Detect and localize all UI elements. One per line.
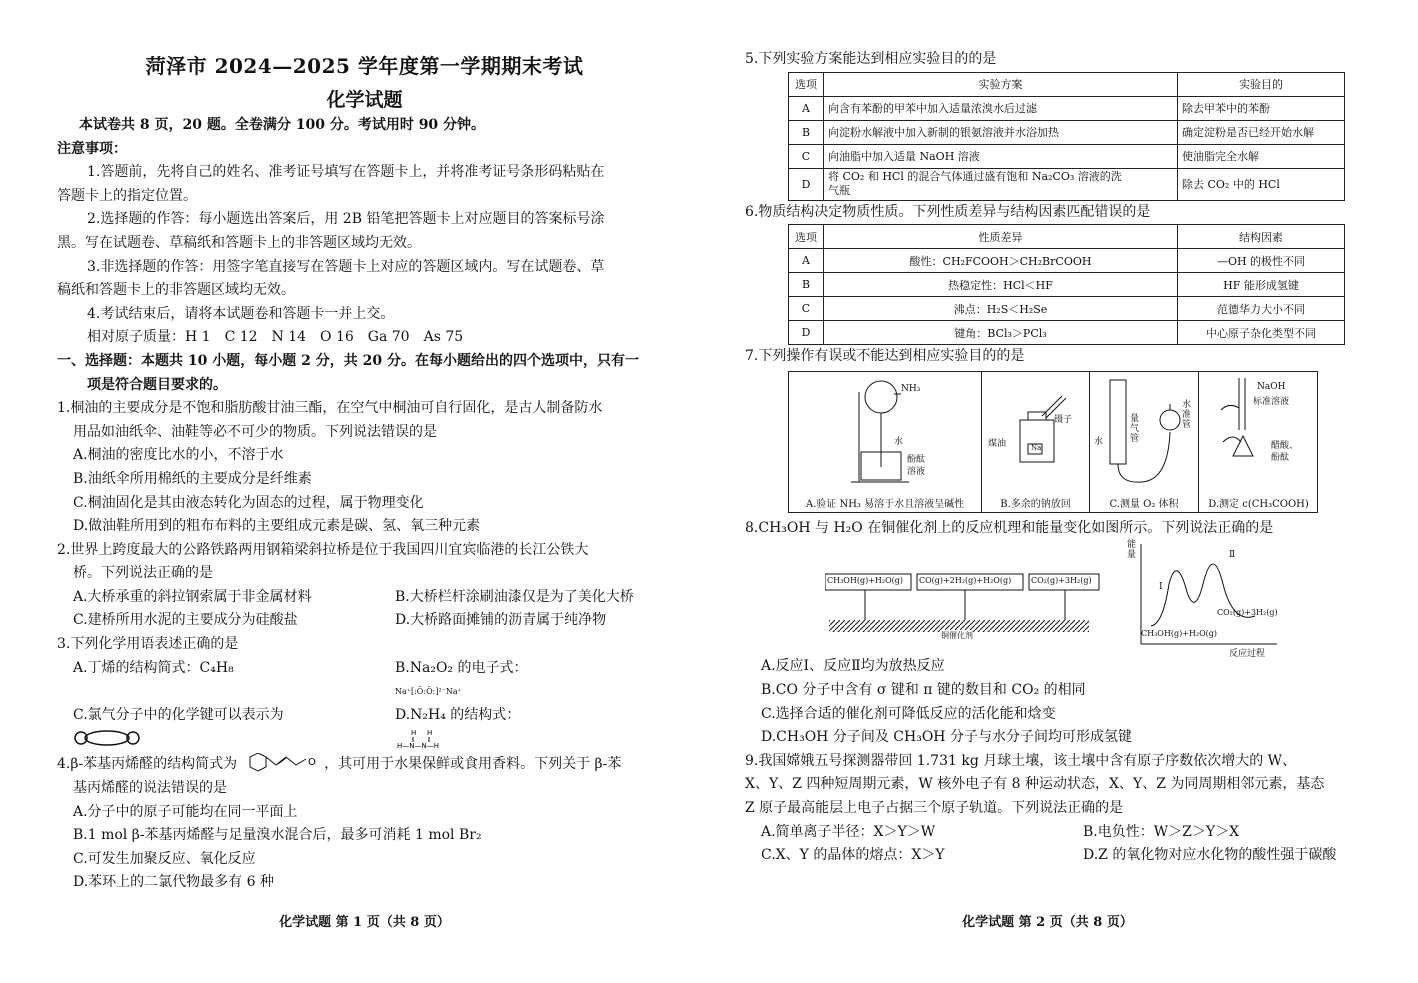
question-9-option: D.Z 的氧化物对应水化物的酸性强于碳酸 — [1083, 847, 1337, 864]
end-state-label: CO₂(g)+3H₂(g) — [1217, 608, 1278, 618]
page-footer: 化学试题 第 2 页（共 8 页） — [962, 915, 1133, 930]
question-8-option: D.CH₃OH 分子间及 CH₃OH 分子与水分子间均可形成氢键 — [761, 729, 1132, 746]
notice-line: 黑。写在试题卷、草稿纸和答题卡上的非答题区域均无效。 — [57, 234, 421, 251]
question-9-stem: Z 原子最高能层上电子占据三个原子轨道。下列说法正确的是 — [745, 799, 1124, 816]
fountain-apparatus-icon — [789, 372, 981, 492]
question-1-stem: 用品如油纸伞、油鞋等必不可少的物质。下列说法错误的是 — [73, 423, 437, 440]
question-4-option: D.苯环上的二氯代物最多有 6 种 — [73, 874, 274, 891]
table-row: A 酸性：CH₂FCOOH＞CH₂BrCOOH —OH 的极性不同 — [789, 249, 1345, 273]
figure-d: NaOH 标准溶液 醋酸、 酚酞 D.测定 c(CH₃COOH) — [1199, 372, 1318, 512]
question-6-stem: 6.物质结构决定物质性质。下列性质差异与结构因素匹配错误的是 — [745, 203, 1151, 220]
question-9-option: B.电负性：W＞Z＞Y＞X — [1083, 823, 1240, 840]
figure-b: 镊子 煤油 Na B.多余的钠放回 — [982, 372, 1090, 512]
question-6-table — [788, 224, 1345, 345]
section-heading: 一、选择题：本题共 10 小题，每小题 2 分，共 20 分。在每小题给出的四个选项中，只有一 — [57, 352, 639, 369]
question-1-option: D.做油鞋所用到的粗布布料的主要组成元素是碳、氢、氧三种元素 — [73, 518, 481, 535]
question-2-options — [57, 586, 672, 610]
question-1-stem: 1.桐油的主要成分是不饱和脂肪酸甘油三酯，在空气中桐油可自行固化，是古人制备防水 — [57, 400, 603, 417]
svg-text:H—N—N—H: H—N—N—H — [397, 742, 439, 751]
notice-line: 稿纸和答题卡上的非答题区域均无效。 — [57, 282, 295, 299]
catalyst-label: 铜催化剂 — [941, 631, 973, 641]
question-8-option: A.反应Ⅰ、反应Ⅱ均为放热反应 — [761, 658, 945, 675]
start-state-label: CH₃OH(g)+H₂O(g) — [1141, 629, 1218, 639]
exam-subtitle: 化学试题 — [326, 89, 403, 111]
table-row: D 将 CO₂ 和 HCl 的混合气体通过盛有饱和 Na₂CO₃ 溶液的洗 气瓶 除去 CO₂ 中的 HCl — [789, 168, 1345, 200]
notice-line: 1.答题前，先将自己的姓名、准考证号填写在答题卡上，并将准考证号条形码粘贴在 — [87, 164, 605, 181]
left-page — [57, 0, 672, 983]
question-9-option: C.X、Y 的晶体的熔点：X＞Y — [761, 847, 945, 864]
page-footer: 化学试题 第 1 页（共 8 页） — [279, 915, 450, 930]
svg-text:H: H — [411, 729, 417, 738]
svg-text:O: O — [307, 757, 316, 769]
mechanism-box-label: CO(g)+2H₂(g)+H₂O(g) — [919, 576, 1012, 586]
question-4-stem: 4.β-苯基丙烯醛的结构简式为 O ，其可用于水果保鲜或食用香料。下列关于 β-苯 — [57, 753, 672, 777]
reaction-label: Ⅱ — [1229, 550, 1236, 561]
question-4-option: C.可发生加聚反应、氧化反应 — [73, 850, 256, 867]
figure-caption: B.多余的钠放回 — [1000, 498, 1071, 510]
question-2-option: A.大桥承重的斜拉钢索属于非金属材料 — [73, 588, 312, 605]
figure-caption: D.测定 c(CH₃COOH) — [1208, 498, 1309, 510]
question-4-option: B.1 mol β-苯基丙烯醛与足量溴水混合后，最多可消耗 1 mol Br₂ — [73, 827, 482, 844]
question-9-option: A.简单离子半径：X＞Y＞W — [761, 823, 936, 840]
table-row: A 向含有苯酚的甲苯中加入适量浓溴水后过滤 除去甲苯中的苯酚 — [789, 96, 1345, 120]
question-1-option: A.桐油的密度比水的小，不溶于水 — [73, 447, 284, 464]
question-2-option: D.大桥路面摊铺的沥青属于纯净物 — [395, 612, 607, 629]
question-3-option: C.氯气分子中的化学键可以表示为 — [73, 704, 395, 754]
table-row: C 沸点：H₂S＜H₂Se 范德华力大小不同 — [789, 297, 1345, 321]
question-2-option: B.大桥栏杆涂刷油漆仅是为了美化大桥 — [395, 588, 634, 605]
question-7-stem: 7.下列操作有误或不能达到相应实验目的的是 — [745, 348, 1025, 365]
table-row: B 向淀粉水解液中加入新制的银氨溶液并水浴加热 确定淀粉是否已经开始水解 — [789, 120, 1345, 144]
question-8-figure — [745, 540, 1350, 660]
sodium-bottle-icon — [982, 372, 1089, 492]
question-8-stem: 8.CH₃OH 与 H₂O 在铜催化剂上的反应机理和能量变化如图所示。下列说法正确的是 — [745, 519, 1274, 536]
y-axis-label: 能量 — [1127, 540, 1137, 561]
atomic-mass-line: 相对原子质量：H 1 C 12 N 14 O 16 Ga 70 As 75 — [87, 329, 464, 346]
notice-line: 4.考试结束后，请将本试题卷和答题卡一并上交。 — [87, 305, 395, 322]
question-2-stem: 桥。下列说法正确的是 — [73, 565, 213, 582]
notice-line: 3.非选择题的作答：用签字笔直接写在答题卡上对应的答题区域内。写在试题卷、草 — [87, 258, 605, 275]
question-8-option: C.选择合适的催化剂可降低反应的活化能和焓变 — [761, 705, 1056, 722]
table-header-row: 选项 性质差异 结构因素 — [789, 225, 1345, 249]
question-3-option: A.丁烯的结构简式：C₄H₈ — [73, 659, 234, 676]
question-9-stem: 9.我国嫦娥五号探测器带回 1.731 kg 月球土壤，该土壤中含有原子序数依次增大的 W、 — [745, 752, 1297, 769]
figure-c: 水 量气管 水准管 C.测量 O₂ 体积 — [1090, 372, 1199, 512]
orbital-overlap-icon — [73, 728, 141, 748]
svg-text:H: H — [427, 729, 433, 738]
figure-a: NH₃ 水 酚酞 溶液 A.验证 NH₃ 易溶于水且溶液呈碱性 — [789, 372, 982, 512]
question-4-option: A.分子中的原子可能均在同一平面上 — [73, 803, 298, 820]
gas-burette-icon — [1090, 372, 1198, 492]
reaction-label: Ⅰ — [1159, 582, 1163, 593]
question-3-option: B.Na₂O₂ 的电子式： Na⁺[:Ö:Ö:]²⁻Na⁺ — [395, 657, 528, 704]
exam-title: 菏泽市 2024—2025 学年度第一学期期末考试 — [145, 54, 584, 78]
hydrazine-structure-icon — [395, 727, 455, 753]
question-2-option: C.建桥所用水泥的主要成分为硅酸盐 — [73, 612, 298, 629]
exam-intro: 本试卷共 8 页，20 题。全卷满分 100 分。考试用时 90 分钟。 — [79, 117, 486, 133]
question-9-options — [745, 821, 1350, 845]
question-7-figures — [788, 371, 1318, 513]
question-2-options — [57, 609, 672, 633]
table-row: D 键角：BCl₃＞PCl₃ 中心原子杂化类型不同 — [789, 321, 1345, 345]
question-8-option: B.CO 分子中含有 σ 键和 π 键的数目和 CO₂ 的相同 — [761, 681, 1086, 698]
question-3-options — [57, 657, 672, 704]
electron-formula: Na⁺[:Ö:Ö:]²⁻Na⁺ — [395, 687, 462, 697]
question-2-stem: 2.世界上跨度最大的公路铁路两用钢箱梁斜拉桥是位于我国四川宜宾临港的长江公铁大 — [57, 541, 589, 558]
question-1-option: B.油纸伞所用棉纸的主要成分是纤维素 — [73, 470, 312, 487]
question-3-stem: 3.下列化学用语表述正确的是 — [57, 636, 239, 653]
question-3-options — [57, 704, 672, 754]
notice-heading: 注意事项： — [57, 140, 127, 157]
question-5-stem: 5.下列实验方案能达到相应实验目的的是 — [745, 51, 997, 67]
question-9-options — [745, 844, 1350, 868]
mechanism-box-label: CH₃OH(g)+H₂O(g) — [827, 576, 904, 586]
notice-line: 2.选择题的作答：每小题选出答案后，用 2B 铅笔把答题卡上对应题目的答案标号涂 — [87, 211, 605, 228]
question-1-option: C.桐油固化是其由液态转化为固态的过程，属于物理变化 — [73, 494, 424, 511]
catalyst-mechanism-diagram — [825, 560, 1125, 640]
question-9-stem: X、Y、Z 四种短周期元素，W 核外电子有 8 种运动状态，X、Y、Z 为同周期相邻元素，基态 — [745, 776, 1325, 793]
section-heading-cont: 项是符合题目要求的。 — [87, 376, 227, 393]
table-row: B 热稳定性：HCl＜HF HF 能形成氢键 — [789, 273, 1345, 297]
mechanism-box-label: CO₂(g)+3H₂(g) — [1031, 576, 1092, 586]
cinnamaldehyde-structure-icon — [242, 753, 320, 775]
right-page — [745, 0, 1350, 983]
figure-caption: C.测量 O₂ 体积 — [1109, 498, 1179, 510]
notice-line: 答题卡上的指定位置。 — [57, 187, 197, 204]
question-3-option: D.N₂H₄ 的结构式： H H H—N—N—H — [395, 704, 520, 754]
question-4-stem: 基丙烯醛的说法错误的是 — [73, 780, 227, 797]
table-row: C 向油脂中加入适量 NaOH 溶液 使油脂完全水解 — [789, 144, 1345, 168]
question-5-table — [788, 72, 1345, 201]
table-header-row: 选项 实验方案 实验目的 — [789, 72, 1345, 96]
x-axis-label: 反应过程 — [1229, 649, 1266, 660]
figure-caption: A.验证 NH₃ 易溶于水且溶液呈碱性 — [805, 498, 965, 510]
